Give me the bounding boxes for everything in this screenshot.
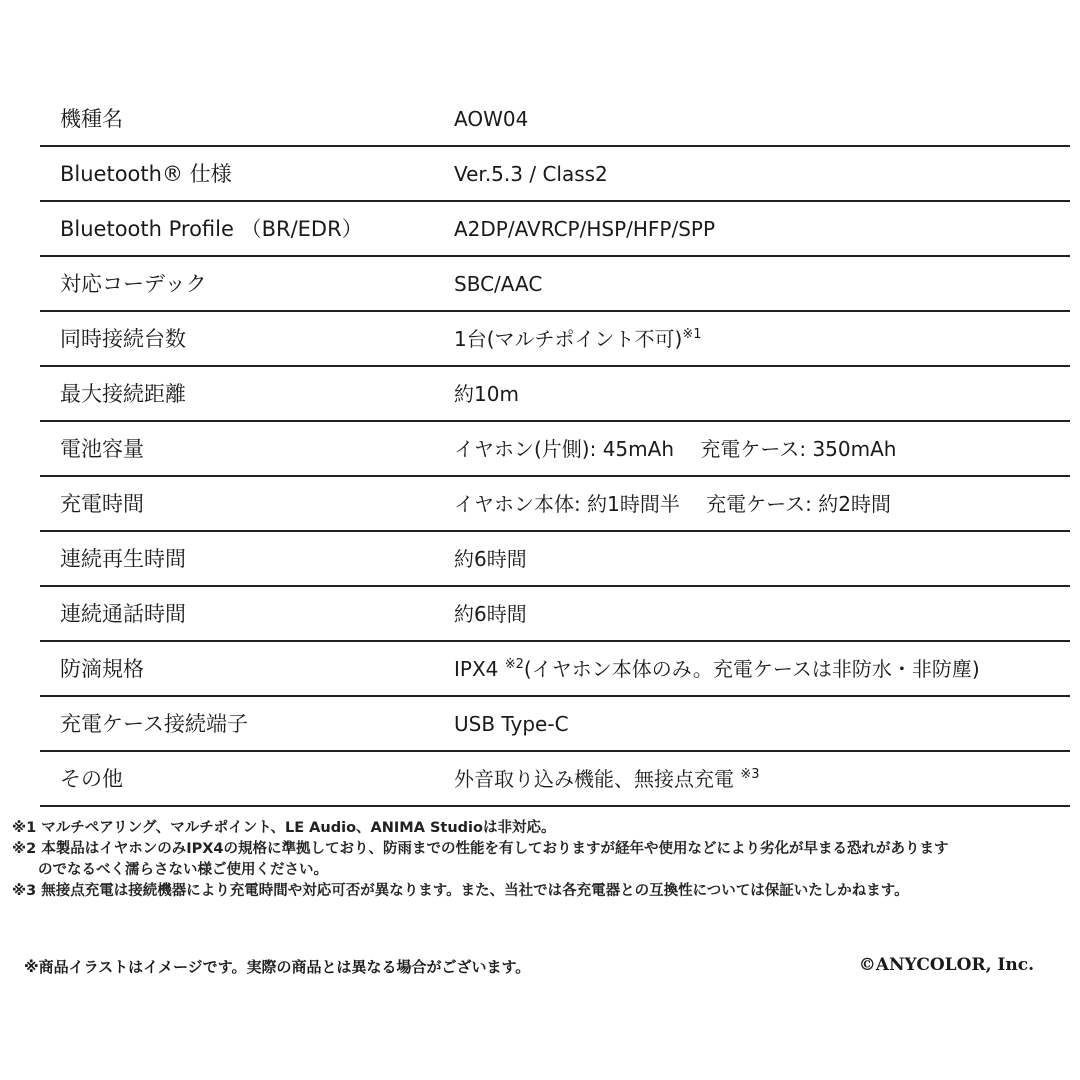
footnote-2: ※2 本製品はイヤホンのみIPX4の規格に準拠しており、防雨までの性能を有しておりますが経年や使用などにより劣化が早まる恐れがあります xyxy=(12,841,949,857)
spec-value-text: (イヤホン本体のみ。充電ケースは非防水・非防塵) xyxy=(523,657,980,681)
footnote-ref: ※2 xyxy=(504,657,524,672)
footnote-1: ※1 マルチペアリング、マルチポイント、LE Audio、ANIMA Studioは非対応。 xyxy=(12,820,556,836)
spec-value: USB Type-C xyxy=(454,712,569,736)
spec-row-water-resistance xyxy=(40,642,1070,697)
spec-value-text: 外音取り込み機能、無接点充電 xyxy=(454,767,741,791)
spec-row-charge-time xyxy=(40,477,1070,532)
spec-table xyxy=(40,92,1070,807)
footnote-ref: ※3 xyxy=(740,767,760,782)
spec-row-model xyxy=(40,92,1070,147)
spec-value-text: 1台(マルチポイント不可) xyxy=(454,327,683,351)
spec-label: 充電ケース接続端子 xyxy=(60,712,248,736)
footnote-3: ※3 無接点充電は接続機器により充電時間や対応可否が異なります。また、当社では各充電器との互換性については保証いたしかねます。 xyxy=(12,883,909,899)
spec-label: 連続再生時間 xyxy=(60,547,186,571)
spec-row-battery xyxy=(40,422,1070,477)
footnotes xyxy=(12,818,1072,902)
copyright: ©ANYCOLOR, Inc. xyxy=(858,955,1034,975)
spec-value xyxy=(454,642,980,697)
spec-label: 最大接続距離 xyxy=(60,382,186,406)
spec-label: 機種名 xyxy=(60,107,123,131)
spec-value xyxy=(454,752,760,807)
spec-label: 充電時間 xyxy=(60,492,144,516)
spec-label: 連続通話時間 xyxy=(60,602,186,626)
spec-value: SBC/AAC xyxy=(454,272,543,296)
spec-label: 電池容量 xyxy=(60,437,144,461)
spec-row-other xyxy=(40,752,1070,807)
spec-value: A2DP/AVRCP/HSP/HFP/SPP xyxy=(454,217,716,241)
spec-label: 同時接続台数 xyxy=(60,327,186,351)
spec-row-charging-port xyxy=(40,697,1070,752)
spec-value: Ver.5.3 / Class2 xyxy=(454,162,608,186)
spec-row-bluetooth-profile xyxy=(40,202,1070,257)
spec-value-text: IPX4 xyxy=(454,657,505,681)
spec-row-codec xyxy=(40,257,1070,312)
spec-value: イヤホン本体: 約1時間半 充電ケース: 約2時間 xyxy=(454,492,891,516)
spec-label: Bluetooth Profile （BR/EDR） xyxy=(60,217,363,241)
spec-value: 約6時間 xyxy=(454,547,527,571)
spec-row-bluetooth-version xyxy=(40,147,1070,202)
footnote-2-continued: のでなるべく濡らさない様ご使用ください。 xyxy=(38,862,328,878)
footnote-ref: ※1 xyxy=(682,327,702,342)
spec-row-max-distance xyxy=(40,367,1070,422)
spec-value: 約10m xyxy=(454,382,519,406)
spec-value xyxy=(454,312,702,367)
spec-value: イヤホン(片側): 45mAh 充電ケース: 350mAh xyxy=(454,437,897,461)
spec-label: その他 xyxy=(60,767,123,791)
spec-value: 約6時間 xyxy=(454,602,527,626)
spec-label: Bluetooth® 仕様 xyxy=(60,162,232,186)
spec-value: AOW04 xyxy=(454,107,529,131)
spec-row-playback-time xyxy=(40,532,1070,587)
spec-row-simultaneous-connections xyxy=(40,312,1070,367)
image-disclaimer: ※商品イラストはイメージです。実際の商品とは異なる場合がございます。 xyxy=(24,958,531,976)
spec-label: 対応コーデック xyxy=(60,272,207,296)
spec-row-talk-time xyxy=(40,587,1070,642)
spec-label: 防滴規格 xyxy=(60,657,144,681)
